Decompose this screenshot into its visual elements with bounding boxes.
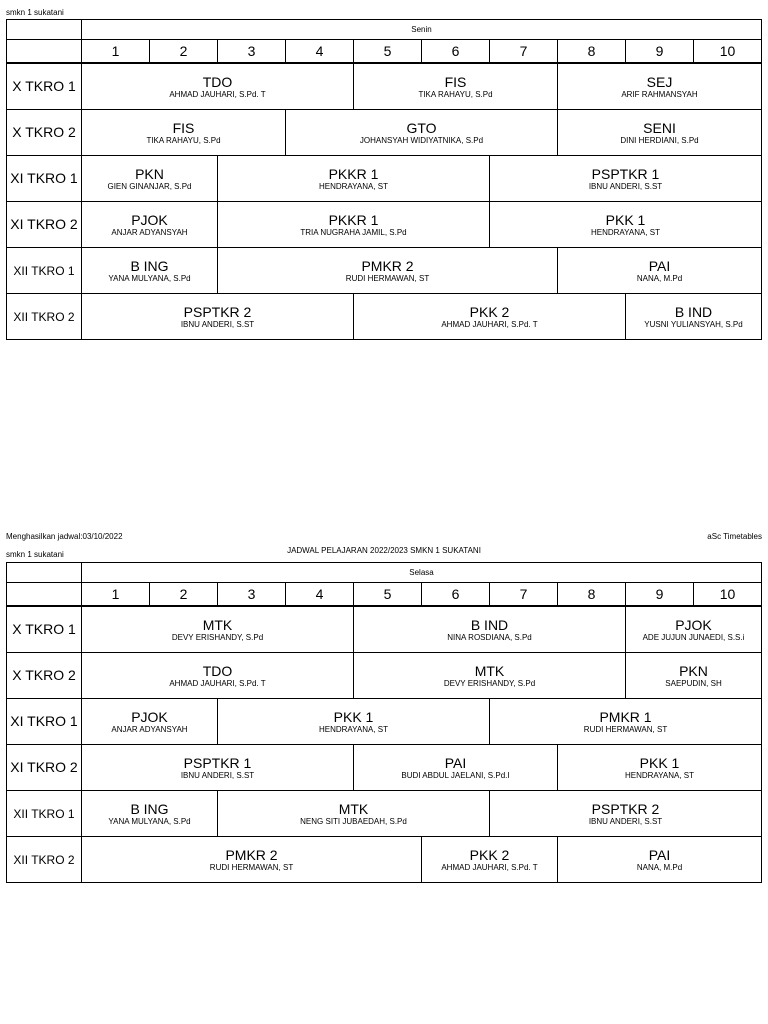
lesson-cell	[558, 837, 762, 883]
teacher-name: IBNU ANDERI, S.ST	[588, 181, 663, 191]
teacher-name: NANA, M.Pd	[636, 862, 683, 872]
subject-name: PKN	[135, 165, 164, 182]
period-number: 3	[218, 40, 286, 64]
period-number: 5	[354, 583, 422, 607]
subject-name: GTO	[406, 119, 437, 136]
subject-name: PKN	[679, 662, 708, 679]
lesson-cell	[490, 791, 762, 837]
teacher-name: GIEN GINANJAR, S.Pd	[107, 181, 192, 191]
class-name: XII TKRO 1	[13, 263, 75, 278]
subject-name: PKK 2	[469, 846, 510, 863]
class-row	[7, 837, 762, 883]
period-number: 7	[490, 40, 558, 64]
class-row	[7, 294, 762, 340]
lesson-cell	[558, 63, 762, 110]
subject-name: B IND	[674, 303, 713, 320]
teacher-name: YANA MULYANA, S.Pd	[108, 816, 191, 826]
lesson-cell	[286, 110, 558, 156]
period-number: 1	[82, 583, 150, 607]
lesson-cell	[218, 791, 490, 837]
corner-cell	[7, 583, 82, 607]
teacher-name: DEVY ERISHANDY, S.Pd	[171, 632, 264, 642]
timetable-selasa	[6, 562, 762, 883]
subject-name: SENI	[643, 119, 676, 136]
lesson-cell	[82, 248, 218, 294]
class-name-cell	[7, 837, 82, 883]
teacher-name: IBNU ANDERI, S.ST	[180, 770, 255, 780]
class-name: XI TKRO 2	[10, 758, 78, 775]
class-row	[7, 791, 762, 837]
lesson-cell	[218, 202, 490, 248]
day-header-row	[7, 563, 762, 583]
teacher-name: ANJAR ADYANSYAH	[111, 227, 188, 237]
class-name-cell	[7, 606, 82, 653]
lesson-cell	[82, 156, 218, 202]
subject-name: PAI	[648, 257, 671, 274]
lesson-cell	[82, 745, 354, 791]
teacher-name: YANA MULYANA, S.Pd	[108, 273, 191, 283]
lesson-cell	[354, 63, 558, 110]
class-name: XII TKRO 2	[13, 309, 75, 324]
lesson-cell	[82, 294, 354, 340]
class-name: X TKRO 2	[12, 123, 76, 140]
lesson-cell	[626, 606, 762, 653]
teacher-name: ADE JUJUN JUNAEDI, S.S.i	[642, 632, 745, 642]
lesson-cell	[82, 699, 218, 745]
subject-name: PMKR 2	[225, 846, 278, 863]
lesson-cell	[354, 653, 626, 699]
teacher-name: YUSNI YULIANSYAH, S.Pd	[644, 319, 743, 329]
subject-name: PKKR 1	[328, 165, 379, 182]
period-number: 7	[490, 583, 558, 607]
subject-name: FIS	[172, 119, 195, 136]
class-name-cell	[7, 294, 82, 340]
period-number: 2	[150, 583, 218, 607]
period-number: 10	[694, 583, 762, 607]
class-name-cell	[7, 699, 82, 745]
day-label: Senin	[82, 20, 762, 40]
subject-name: PSPTKR 1	[183, 754, 252, 771]
class-name: XI TKRO 1	[10, 169, 78, 186]
software-name: aSc Timetables	[707, 532, 762, 541]
teacher-name: AHMAD JAUHARI, S.Pd. T	[169, 678, 266, 688]
subject-name: TDO	[202, 662, 233, 679]
period-header-row	[7, 40, 762, 64]
subject-name: MTK	[202, 616, 233, 633]
teacher-name: NANA, M.Pd	[636, 273, 683, 283]
class-name-cell	[7, 202, 82, 248]
school-name-top: smkn 1 sukatani	[6, 8, 64, 17]
subject-name: FIS	[444, 73, 467, 90]
class-row	[7, 156, 762, 202]
subject-name: PKK 1	[333, 708, 374, 725]
timetable-title: JADWAL PELAJARAN 2022/2023 SMKN 1 SUKATANI	[287, 546, 481, 555]
subject-name: PKK 1	[639, 754, 680, 771]
lesson-cell	[354, 294, 626, 340]
teacher-name: TRIA NUGRAHA JAMIL, S.Pd	[300, 227, 407, 237]
teacher-name: RUDI HERMAWAN, ST	[583, 724, 668, 734]
subject-name: SEJ	[646, 73, 673, 90]
lesson-cell	[558, 110, 762, 156]
teacher-name: SAEPUDIN, SH	[665, 678, 722, 688]
teacher-name: NINA ROSDIANA, S.Pd	[447, 632, 532, 642]
subject-name: B ING	[130, 800, 169, 817]
class-name: XI TKRO 2	[10, 215, 78, 232]
class-name: XII TKRO 2	[13, 852, 75, 867]
class-name: X TKRO 1	[12, 620, 76, 637]
subject-name: PKK 2	[469, 303, 510, 320]
subject-name: TDO	[202, 73, 233, 90]
lesson-cell	[82, 606, 354, 653]
subject-name: B ING	[130, 257, 169, 274]
class-row	[7, 606, 762, 653]
subject-name: PJOK	[131, 211, 168, 228]
lesson-cell	[626, 653, 762, 699]
period-number: 6	[422, 583, 490, 607]
generated-date: Menghasilkan jadwal:03/10/2022	[6, 532, 123, 541]
subject-name: PAI	[648, 846, 671, 863]
teacher-name: NENG SITI JUBAEDAH, S.Pd	[300, 816, 407, 826]
class-row	[7, 699, 762, 745]
period-number: 8	[558, 40, 626, 64]
subject-name: PKKR 1	[328, 211, 379, 228]
subject-name: MTK	[474, 662, 505, 679]
lesson-cell	[490, 699, 762, 745]
day-header-row	[7, 20, 762, 40]
teacher-name: DINI HERDIANI, S.Pd	[620, 135, 699, 145]
corner-cell	[7, 40, 82, 64]
class-row	[7, 202, 762, 248]
class-name-cell	[7, 110, 82, 156]
corner-cell	[7, 563, 82, 583]
subject-name: PSPTKR 2	[591, 800, 660, 817]
lesson-cell	[626, 294, 762, 340]
teacher-name: RUDI HERMAWAN, ST	[209, 862, 294, 872]
teacher-name: JOHANSYAH WIDIYATNIKA, S.Pd	[359, 135, 484, 145]
lesson-cell	[558, 248, 762, 294]
class-row	[7, 248, 762, 294]
period-number: 9	[626, 583, 694, 607]
teacher-name: HENDRAYANA, ST	[318, 724, 389, 734]
subject-name: PSPTKR 1	[591, 165, 660, 182]
subject-name: PJOK	[675, 616, 712, 633]
teacher-name: HENDRAYANA, ST	[318, 181, 389, 191]
teacher-name: AHMAD JAUHARI, S.Pd. T	[441, 319, 538, 329]
period-number: 8	[558, 583, 626, 607]
lesson-cell	[354, 745, 558, 791]
class-row	[7, 110, 762, 156]
teacher-name: IBNU ANDERI, S.ST	[588, 816, 663, 826]
day-label: Selasa	[82, 563, 762, 583]
lesson-cell	[218, 156, 490, 202]
subject-name: PMKR 2	[361, 257, 414, 274]
class-name-cell	[7, 63, 82, 110]
subject-name: PMKR 1	[599, 708, 652, 725]
teacher-name: HENDRAYANA, ST	[624, 770, 695, 780]
period-header-row	[7, 583, 762, 607]
teacher-name: TIKA RAHAYU, S.Pd	[418, 89, 493, 99]
lesson-cell	[218, 699, 490, 745]
period-number: 1	[82, 40, 150, 64]
subject-name: PSPTKR 2	[183, 303, 252, 320]
corner-cell	[7, 20, 82, 40]
subject-name: B IND	[470, 616, 509, 633]
teacher-name: AHMAD JAUHARI, S.Pd. T	[441, 862, 538, 872]
lesson-cell	[82, 791, 218, 837]
subject-name: PAI	[444, 754, 467, 771]
period-number: 4	[286, 583, 354, 607]
class-row	[7, 653, 762, 699]
period-number: 4	[286, 40, 354, 64]
class-name-cell	[7, 791, 82, 837]
teacher-name: ANJAR ADYANSYAH	[111, 724, 188, 734]
period-number: 3	[218, 583, 286, 607]
teacher-name: RUDI HERMAWAN, ST	[345, 273, 430, 283]
lesson-cell	[558, 745, 762, 791]
class-name-cell	[7, 745, 82, 791]
period-number: 6	[422, 40, 490, 64]
period-number: 5	[354, 40, 422, 64]
class-name: XI TKRO 1	[10, 712, 78, 729]
class-name-cell	[7, 653, 82, 699]
lesson-cell	[218, 248, 558, 294]
teacher-name: BUDI ABDUL JAELANI, S.Pd.I	[401, 770, 510, 780]
class-name: XII TKRO 1	[13, 806, 75, 821]
lesson-cell	[82, 653, 354, 699]
school-name-bottom: smkn 1 sukatani	[6, 550, 64, 559]
class-name: X TKRO 2	[12, 666, 76, 683]
class-row	[7, 63, 762, 110]
class-name-cell	[7, 248, 82, 294]
lesson-cell	[490, 202, 762, 248]
subject-name: MTK	[338, 800, 369, 817]
lesson-cell	[422, 837, 558, 883]
teacher-name: TIKA RAHAYU, S.Pd	[146, 135, 221, 145]
class-name-cell	[7, 156, 82, 202]
subject-name: PKK 1	[605, 211, 646, 228]
subject-name: PJOK	[131, 708, 168, 725]
lesson-cell	[82, 63, 354, 110]
period-number: 2	[150, 40, 218, 64]
timetable-senin	[6, 19, 762, 340]
lesson-cell	[354, 606, 626, 653]
teacher-name: AHMAD JAUHARI, S.Pd. T	[169, 89, 266, 99]
teacher-name: IBNU ANDERI, S.ST	[180, 319, 255, 329]
teacher-name: DEVY ERISHANDY, S.Pd	[443, 678, 536, 688]
teacher-name: ARIF RAHMANSYAH	[621, 89, 698, 99]
teacher-name: HENDRAYANA, ST	[590, 227, 661, 237]
lesson-cell	[82, 110, 286, 156]
class-name: X TKRO 1	[12, 77, 76, 94]
lesson-cell	[490, 156, 762, 202]
class-row	[7, 745, 762, 791]
period-number: 9	[626, 40, 694, 64]
period-number: 10	[694, 40, 762, 64]
lesson-cell	[82, 202, 218, 248]
lesson-cell	[82, 837, 422, 883]
